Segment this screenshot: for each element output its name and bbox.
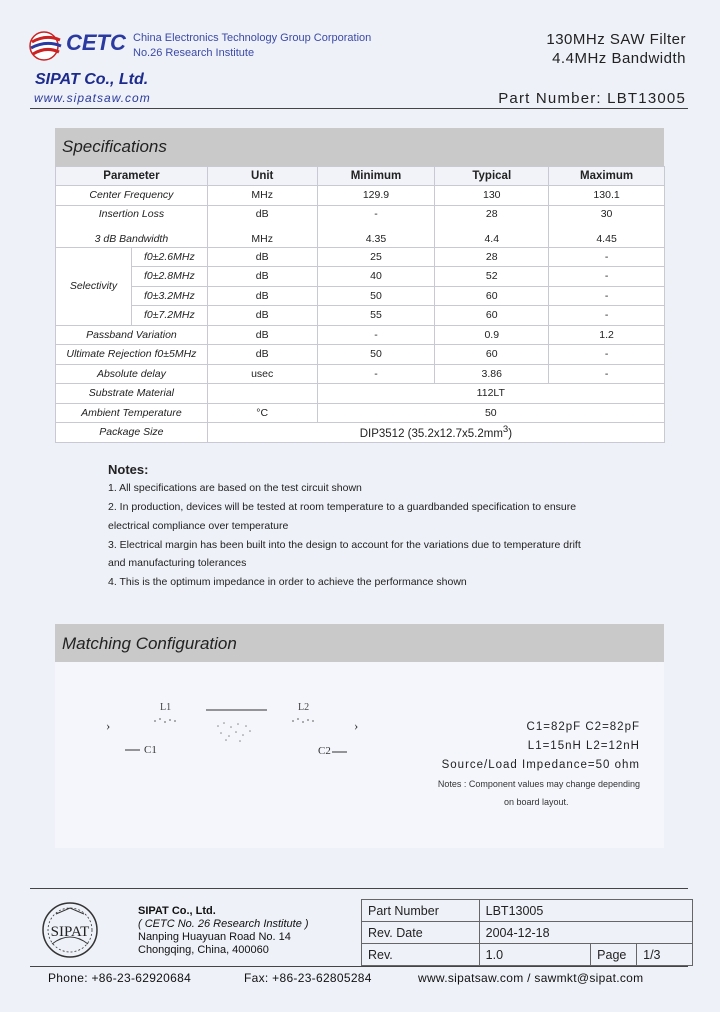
cell-condition: f0±2.6MHz [131,247,207,267]
cell-unit: dB [207,345,317,365]
param-label: Ultimate Rejection f0±5MHz [56,345,208,365]
cell-max: 30 [549,205,665,226]
param-label: Insertion Loss [56,205,208,226]
table-row [56,205,665,226]
note-item: and manufacturing tolerances [108,557,247,569]
org-line-1: China Electronics Technology Group Corporation [133,32,372,44]
cell-unit: dB [207,325,317,345]
param-label: 3 dB Bandwidth [56,226,208,247]
l1-label: L1 [160,702,172,713]
cell-typ: 3.86 [435,364,549,384]
selectivity-label: Selectivity [56,247,132,325]
cell-value [207,423,664,443]
table-row [362,944,693,966]
header-unit: Unit [207,167,317,186]
cell-unit: dB [207,286,317,306]
table-row [56,325,665,345]
cell-typ: 52 [435,267,549,287]
footer-company: SIPAT Co., Ltd. [138,905,216,917]
c1-label: C1 [144,744,157,756]
param-label: Substrate Material [56,384,208,404]
cell-typ: 0.9 [435,325,549,345]
cell-max: - [549,267,665,287]
package-size-tail: ) [508,428,513,441]
param-label: Package Size [56,423,208,443]
cell-unit: dB [207,205,317,226]
cell-typ: 4.4 [435,226,549,247]
cell-typ: 60 [435,306,549,326]
cell-unit: dB [207,247,317,267]
table-row [56,267,665,287]
header-minimum: Minimum [317,167,435,186]
footer-divider [30,888,688,889]
cell-value: 50 [317,403,664,423]
cell-typ: 130 [435,186,549,206]
part-number-label: Part Number [362,900,480,922]
cell-unit: MHz [207,186,317,206]
note-item: 1. All specifications are based on the test circuit shown [108,482,362,494]
cetc-logo-text: CETC [66,30,126,55]
c2-label: C2 [318,745,331,757]
cell-typ: 60 [435,286,549,306]
cell-unit [207,384,317,404]
table-row [56,423,665,443]
table-row [56,306,665,326]
header-typical: Typical [435,167,549,186]
table-row [362,900,693,922]
cell-min: 129.9 [317,186,435,206]
notes-heading: Notes: [108,462,149,477]
table-row [56,226,665,247]
rev-date-value: 2004-12-18 [479,922,692,944]
cell-max: - [549,345,665,365]
footer-phone: Phone: +86-23-62920684 [48,971,192,985]
rev-label: Rev. [362,944,480,966]
page-value: 1/3 [637,944,693,966]
table-row [56,247,665,267]
cell-typ: 60 [435,345,549,365]
note-item: electrical compliance over temperature [108,520,289,532]
table-row [56,403,665,423]
org-line-2: No.26 Research Institute [133,47,255,59]
sipat-seal-text: SIPAT [50,924,90,940]
note-item: 3. Electrical margin has been built into the design to account for the variations due to temperature drift [108,539,581,551]
footer-institute: ( CETC No. 26 Research Institute ) [138,918,309,930]
table-row [56,286,665,306]
page-label: Page [591,944,637,966]
svg-text:›: › [106,718,111,733]
product-title: 130MHz SAW Filter [546,31,686,48]
table-header-row [56,167,665,186]
cell-condition: f0±2.8MHz [131,267,207,287]
cell-value: 112LT [317,384,664,404]
l2-label: L2 [298,702,310,713]
cell-min: - [317,364,435,384]
param-label: Center Frequency [56,186,208,206]
matching-title: Matching Configuration [62,634,237,653]
rev-date-label: Rev. Date [362,922,480,944]
header-parameter: Parameter [56,167,208,186]
cell-min: 25 [317,247,435,267]
product-subtitle: 4.4MHz Bandwidth [552,50,686,67]
footer-bottom-divider [30,966,688,967]
cell-max: - [549,247,665,267]
cell-min: 40 [317,267,435,287]
sipat-seal-icon [34,900,106,960]
note-item: 4. This is the optimum impedance in order to achieve the performance shown [108,576,467,588]
cell-unit: °C [207,403,317,423]
rev-value: 1.0 [479,944,591,966]
cell-typ: 28 [435,247,549,267]
package-size-sup: 3 [502,424,509,436]
specifications-title: Specifications [62,137,167,156]
matching-note-line-2: on board layout. [504,797,569,807]
cell-max: 4.45 [549,226,665,247]
cetc-logo-icon [28,28,64,62]
param-label: Passband Variation [56,325,208,345]
table-row [56,186,665,206]
table-row [56,345,665,365]
cell-min: 55 [317,306,435,326]
company-name: SIPAT Co., Ltd. [35,71,149,88]
cell-typ: 28 [435,205,549,226]
table-row [56,384,665,404]
package-size-text: DIP3512 (35.2x12.7x5.2mm [359,428,503,441]
footer-address-1: Nanping Huayuan Road No. 14 [138,931,291,943]
impedance-value: Source/Load Impedance=50 ohm [441,759,640,771]
cell-max: 1.2 [549,325,665,345]
cell-unit: dB [207,267,317,287]
svg-text:›: › [354,718,359,733]
header-divider [30,108,688,109]
param-label: Absolute delay [56,364,208,384]
capacitor-values: C1=82pF C2=82pF [526,721,640,733]
cell-unit: MHz [207,226,317,247]
cell-unit: usec [207,364,317,384]
cell-max: - [549,306,665,326]
specifications-table [55,166,665,443]
cell-max: 130.1 [549,186,665,206]
cell-min: 50 [317,345,435,365]
note-item: 2. In production, devices will be tested at room temperature to a guardbanded specification to ensure [108,501,577,513]
cell-condition: f0±3.2MHz [131,286,207,306]
cell-condition: f0±7.2MHz [131,306,207,326]
website-link[interactable]: www.sipatsaw.com [34,91,151,105]
footer-fax: Fax: +86-23-62805284 [244,971,372,985]
footer-address-2: Chongqing, China, 400060 [138,944,269,956]
cell-min: - [317,205,435,226]
header-maximum: Maximum [549,167,665,186]
cell-max: - [549,364,665,384]
cell-min: 4.35 [317,226,435,247]
table-row [362,922,693,944]
document-info-table [361,899,693,966]
table-row [56,364,665,384]
inductor-values: L1=15nH L2=12nH [527,740,640,752]
footer-contact-links[interactable]: www.sipatsaw.com / sawmkt@sipat.com [418,971,644,985]
cell-unit: dB [207,306,317,326]
cell-min: 50 [317,286,435,306]
cell-min: - [317,325,435,345]
header-part-number: Part Number: LBT13005 [498,90,686,107]
cell-max: - [549,286,665,306]
part-number-value: LBT13005 [479,900,692,922]
matching-note-line-1: Notes : Component values may change depending [437,779,640,789]
param-label: Ambient Temperature [56,403,208,423]
